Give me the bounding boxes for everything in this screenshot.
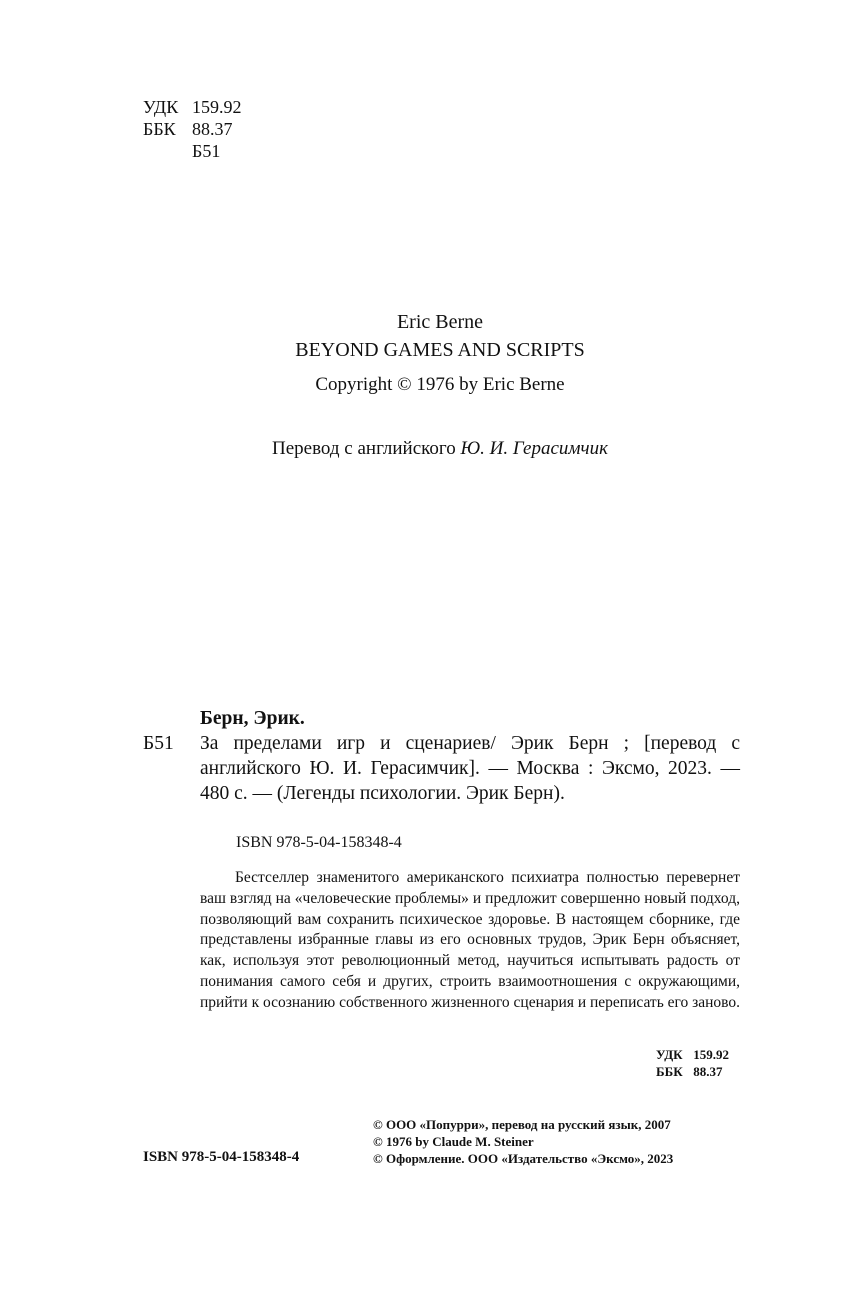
- footer-udk-value: 159.92: [693, 1047, 729, 1062]
- entry-author: Берн, Эрик.: [200, 708, 305, 729]
- entry-isbn: ISBN 978-5-04-158348-4: [236, 834, 402, 851]
- footer-bbk-label: ББК: [656, 1064, 683, 1079]
- udk-value: 159.92: [192, 97, 242, 117]
- udk-row: [143, 96, 242, 118]
- original-author: Eric Berne: [396, 311, 484, 333]
- udk-label: УДК: [143, 97, 179, 117]
- author-sign: Б51: [192, 141, 221, 161]
- translation-prefix: Перевод с английского: [271, 438, 456, 459]
- bbk-value: 88.37: [192, 119, 233, 139]
- footer-udk-row: [656, 1046, 729, 1063]
- classification-codes: [143, 96, 242, 162]
- copyright-line: © ООО «Попурри», перевод на русский язык, 2007: [373, 1117, 671, 1132]
- footer-codes: [656, 1046, 729, 1080]
- footer-udk-label: УДК: [656, 1047, 683, 1062]
- entry-index: Б51: [143, 733, 174, 754]
- annotation: [200, 868, 740, 1014]
- footer-bbk-value: 88.37: [693, 1064, 723, 1079]
- original-title: BEYOND GAMES AND SCRIPTS: [295, 339, 585, 361]
- original-copyright: Copyright © 1976 by Eric Berne: [315, 374, 565, 395]
- copyright-line: © Оформление. ООО «Издательство «Эксмо», 2023: [373, 1151, 674, 1166]
- bbk-label: ББК: [143, 119, 176, 139]
- entry-text: За пределами игр и сценариев/ Эрик Берн ; [перевод с английского Ю. И. Герасимчик]. — Москва : Эксмо, 2023. — 480 с. — (Легенды психологии. Эрик Берн).: [200, 733, 740, 804]
- bbk-row: [143, 118, 242, 140]
- copyright-block: [373, 1116, 673, 1167]
- footer-isbn: ISBN 978-5-04-158348-4: [143, 1149, 300, 1165]
- footer-bbk-row: [656, 1063, 729, 1080]
- translation-credit: [0, 438, 845, 460]
- annotation-text: Бестселлер знаменитого американского психиатра полностью перевернет ваш взгляд на «человеческие проблемы» и предложит совершенно новый подход, позволяющий вам сохранить психическое здоровье. В настоящем сборнике, где представлены избранные главы из его основных трудов, Эрик Берн объясняет, как, используя этот революционный метод, научиться испытывать радость от понимания самого себя и других, строить взаимоотношения с окружающими, прийти к осознанию собственного жизненного сценария и переписать его заново.: [200, 869, 741, 1011]
- bibliographic-entry: [143, 706, 740, 806]
- entry-body: [143, 731, 740, 806]
- translator-name: Ю. И. Герасимчик: [460, 438, 609, 459]
- copyright-line: © 1976 by Claude M. Steiner: [373, 1134, 534, 1149]
